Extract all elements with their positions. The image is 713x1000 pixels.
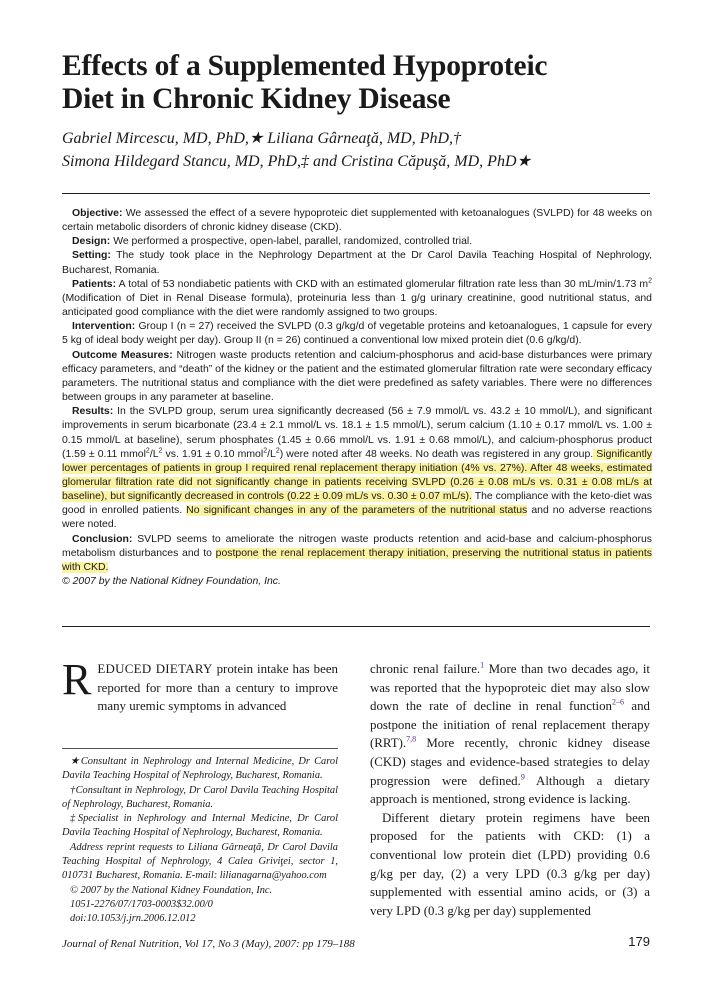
footnote-3: ‡Specialist in Nephrology and Internal Medicine, Dr Carol Davila Teaching Hospital of Nephrology, Bucharest, Romania.: [62, 813, 338, 839]
citation-9[interactable]: 9: [520, 772, 525, 782]
p1-text-c: and postpone the initiation of renal replacement therapy (RRT).: [370, 699, 650, 751]
results-sup-4: 2: [275, 447, 280, 455]
patients-label: Patients:: [72, 278, 117, 290]
abstract-design: [62, 235, 652, 249]
authors-line-2: Simona Hildegard Stancu, MD, PhD,‡ and Cristina Căpuşă, MD, PhD★: [62, 153, 531, 170]
intro-paragraph: [62, 655, 338, 716]
footnote-reprint: Address reprint requests to Liliana Gârneaţă, Dr Carol Davila Teaching Hospital of Nephrology, 4 Calea Griviţei, sector 1, 010731 Bucharest, Romania. E-mail: lilianagarna@yahoo.com: [62, 841, 338, 882]
abstract-objective: [62, 207, 652, 235]
citation-2-6[interactable]: 2–6: [612, 697, 624, 707]
footnote-1: ★Consultant in Nephrology and Internal Medicine, Dr Carol Davila Teaching Hospital of Nephrology, Bucharest, Romania.: [62, 756, 338, 782]
setting-text: The study took place in the Nephrology Department at the Dr Carol Davila Teaching Hospital of Nephrology, Bucharest, Romania.: [62, 250, 652, 276]
citation-1[interactable]: 1: [480, 660, 485, 670]
abstract-bottom-divider: [62, 626, 650, 627]
abstract-copyright: © 2007 by the National Kidney Foundation, Inc.: [62, 576, 281, 588]
results-text-f: The compliance with the keto-diet was good in enrolled patients.: [62, 491, 653, 517]
results-highlight-1: Significantly lower percentages of patients in group I required renal replacement therapy initiation (4% vs. 27%). After 48 weeks, estimated glomerular filtration rate did not significantly change in patients receiving SVLPD (0.26 ± 0.08 mL/s vs. 0.31 ± 0.08 mL/s at baseline), but significantly decreased in controls (0.22 ± 0.09 mL/s vs. 0.30 ± 0.07 mL/s).: [62, 448, 653, 503]
title-line-1: Effects of a Supplemented Hypoproteic: [62, 50, 548, 82]
results-text-d: /L: [267, 448, 276, 460]
intervention-text: Group I (n = 27) received the SVLPD (0.3 g/kg/d of vegetable proteins and ketoanalogues, 1 capsule for every 5 kg of ideal body weight per day). Group II (n = 26) continued a conventional low mixed protein diet (0.6 g/kg/d).: [62, 321, 652, 347]
p1-text-d: More recently, chronic kidney disease (CKD) stages and evidence-based strategies to delay progression were defined.: [370, 736, 650, 788]
abstract-setting: [62, 249, 652, 277]
outcome-label: Outcome Measures:: [72, 349, 173, 361]
results-highlight-2: No significant changes in any of the parameters of the nutritional status: [186, 505, 528, 517]
design-text: We performed a prospective, open-label, parallel, randomized, controlled trial.: [113, 236, 473, 248]
page-number: 179: [628, 934, 650, 949]
results-text-g: and no adverse reactions were noted.: [62, 505, 653, 531]
p1-text-e: Although a dietary approach is mentioned, strong evidence is lacking.: [370, 773, 650, 807]
results-text-b: /L: [149, 448, 159, 460]
intro-text: protein intake has been reported for more than a century to improve many uremic symptoms in advanced: [97, 662, 338, 714]
footnote-doi: doi:10.1053/j.jrn.2006.12.012: [70, 913, 196, 925]
footnote-issn: 1051-2276/07/1703-0003$32.00/0: [70, 898, 213, 910]
conclusion-label: Conclusion:: [72, 533, 133, 545]
conclusion-highlight: postpone the renal replacement therapy initiation, preserving the nutritional status in patients with CKD.: [62, 547, 652, 573]
objective-text: We assessed the effect of a severe hypoproteic diet supplemented with ketoanalogues (SVLPD) for 48 weeks on certain metabolic disorders of chronic kidney disease (CKD).: [62, 208, 652, 234]
drop-cap: R: [62, 655, 92, 704]
abstract-conclusion: [62, 533, 652, 575]
setting-label: Setting:: [72, 250, 111, 262]
results-sup-2: 2: [158, 447, 163, 455]
abstract-outcome: [62, 349, 652, 406]
results-text-c: vs. 1.91 ± 0.10 mmol: [162, 448, 264, 460]
authors-line-1: Gabriel Mircescu, MD, PhD,★ Liliana Gârneaţă, MD, PhD,†: [62, 130, 462, 147]
p1-text-a: chronic renal failure.: [370, 662, 481, 676]
patients-text-a: A total of 53 nondiabetic patients with CKD with an estimated glomerular filtration rate less than 30 mL/min/1.73 m: [118, 278, 649, 290]
objective-label: Objective:: [72, 208, 123, 219]
results-sup-3: 2: [263, 447, 268, 455]
abstract-patients: [62, 278, 652, 320]
body-column-left: [62, 655, 338, 716]
lead-in-smallcaps: EDUCED DIETARY: [97, 662, 213, 676]
abstract-results: [62, 405, 652, 532]
body-column-right: [370, 660, 650, 920]
results-label: Results:: [72, 406, 114, 418]
outcome-text: Nitrogen waste products retention and calcium-phosphorus and acid-base disturbances were primary efficacy parameters, and “death” of the kidney or the patient and the estimated glomerular filtration rate were secondary efficacy parameters. The nutritional status and compliance with the diet were predefined as safety variables. There were no differences between groups in any parameter at baseline.: [62, 349, 653, 404]
footnote-copyright: © 2007 by the National Kidney Foundation, Inc.: [70, 884, 273, 896]
journal-citation: Journal of Renal Nutrition, Vol 17, No 3 (May), 2007: pp 179–188: [62, 938, 355, 950]
patients-text-b: (Modification of Diet in Renal Disease formula), proteinuria less than 1 g/g urinary creatinine, good nutritional status, and anticipated good compliance with the diet were randomly assigned to two groups.: [62, 292, 652, 319]
p1-text-b: More than two decades ago, it was reported that the hypoproteic diet may also slow down the rate of decline in renal function: [370, 662, 650, 714]
citation-7-8[interactable]: 7,8: [406, 735, 417, 745]
right-paragraph-1: [370, 660, 650, 809]
abstract-intervention: [62, 320, 652, 348]
top-divider: [62, 193, 650, 194]
conclusion-text: SVLPD seems to ameliorate the nitrogen waste products retention and acid-base and calcium-phosphorus metabolism disturbances and to: [62, 533, 652, 559]
results-sup-1: 2: [145, 447, 150, 455]
author-footnotes: [62, 748, 338, 927]
right-paragraph-2: Different dietary protein regimens have been proposed for the patients with CKD: (1) a conventional low protein diet (LPD) providing 0.6 g/kg per day, (2) a very LPD (0.3 g/kg per day) supplemented with essential amino acids, or (3) a very LPD (0.3 g/kg per day) supplemented: [370, 810, 650, 918]
abstract: [62, 207, 652, 589]
patients-sup: 2: [648, 277, 653, 285]
author-list: [62, 127, 682, 173]
article-title: [62, 50, 662, 116]
design-label: Design:: [72, 236, 111, 248]
results-text-e: ) were noted after 48 weeks. No death was registered in any group.: [279, 448, 594, 460]
intervention-label: Intervention:: [72, 321, 136, 333]
results-text-a: In the SVLPD group, serum urea significantly decreased (56 ± 7.9 mmol/L vs. 43.2 ± 10 mmol/L), and significant improvements in serum bicarbonate (23.4 ± 2.1 mmol/L vs. 18.1 ± 1.5 mmol/L), serum calcium (1.10 ± 0.17 mmol/L vs. 1.00 ± 0.15 mmol/L at baseline), serum phosphates (1.45 ± 0.66 mmol/L vs. 1.91 ± 0.68 mmol/L), and calcium-phosphorus product (1.59 ± 0.11 mmol: [62, 406, 652, 460]
footnote-2: †Consultant in Nephrology, Dr Carol Davila Teaching Hospital of Nephrology, Bucharest, Romania.: [62, 784, 338, 810]
title-line-2: Diet in Chronic Kidney Disease: [62, 83, 451, 115]
